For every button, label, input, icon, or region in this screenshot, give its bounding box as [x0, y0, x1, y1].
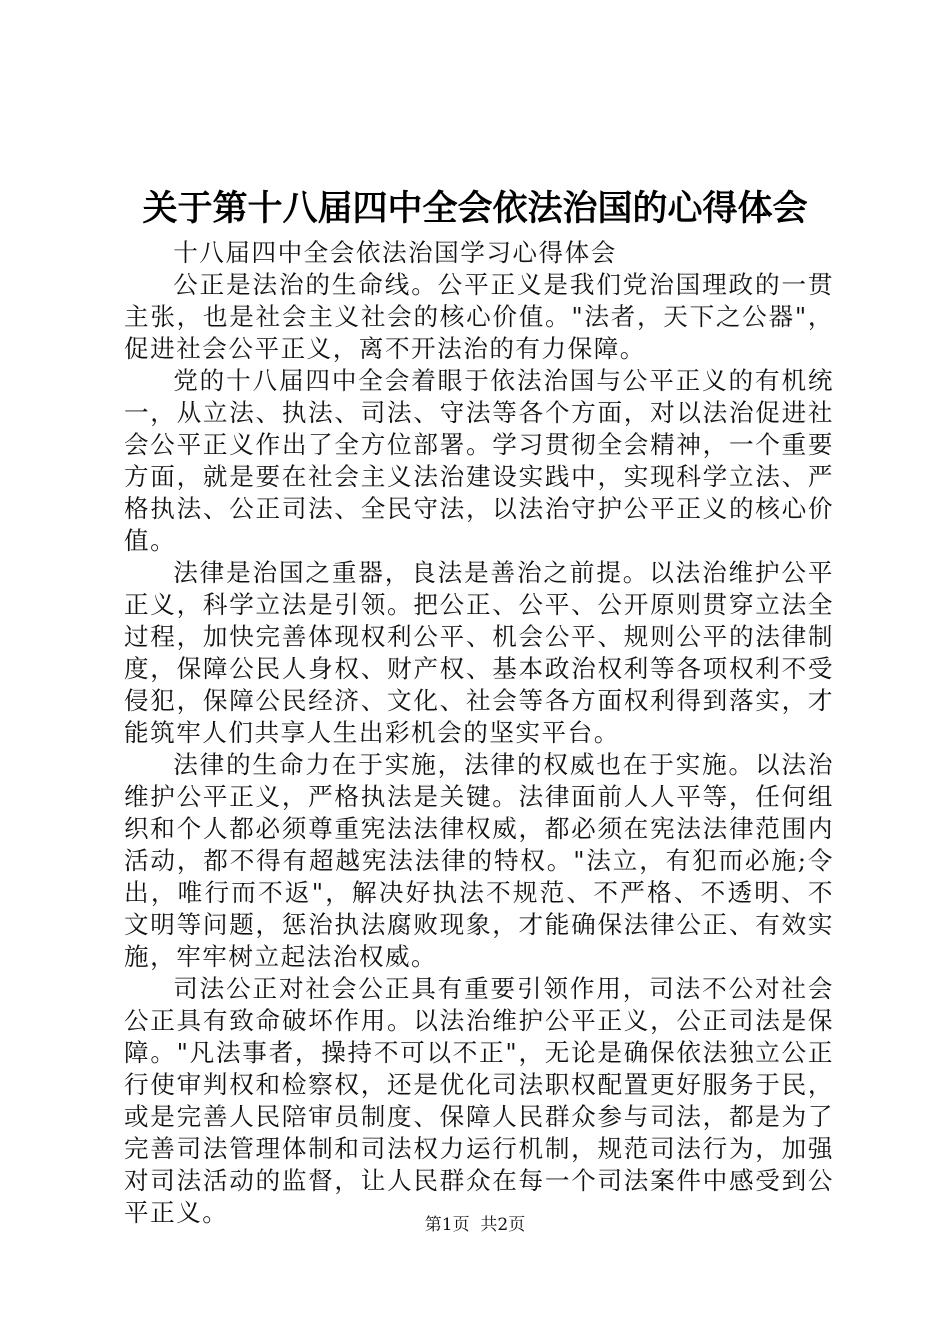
document-title: 关于第十八届四中全会依法治国的心得体会	[142, 188, 808, 229]
page-footer	[0, 1213, 950, 1237]
body-paragraph: 法律是治国之重器，良法是善治之前提。以法治维护公平正义，科学立法是引领。把公正、公平、公开原则贯穿立法全过程，加快完善体现权利公平、机会公平、规则公平的法律制度，保障公民人身权、财产权、基本政治权利等各项权利不受侵犯，保障公民经济、文化、社会等各方面权利得到落实，才能筑牢人们共享人生出彩机会的坚实平台。	[124, 558, 834, 747]
page-number-label: 第1页 共2页	[424, 1215, 526, 1235]
body-paragraph: 司法公正对社会公正具有重要引领作用，司法不公对社会公正具有致命破坏作用。以法治维护公平正义，公正司法是保障。"凡法事者，操持不可以不正"，无论是确保依法独立公正行使审判权和检察权，还是优化司法职权配置更好服务于民，或是完善人民陪审员制度、保障人民群众参与司法，都是为了完善司法管理体制和司法权力运行机制，规范司法行为，加强对司法活动的监督，让人民群众在每一个司法案件中感受到公平正义。	[124, 974, 834, 1227]
body-paragraph: 法律的生命力在于实施，法律的权威也在于实施。以法治维护公平正义，严格执法是关键。法律面前人人平等，任何组织和个人都必须尊重宪法法律权威，都必须在宪法法律范围内活动，都不得有超越宪法法律的特权。"法立，有犯而必施;令出，唯行而不返"，解决好执法不规范、不严格、不透明、不文明等问题，惩治执法腐败现象，才能确保法律公正、有效实施，牢牢树立起法治权威。	[124, 750, 834, 971]
body-paragraph: 公正是法治的生命线。公平正义是我们党治国理政的一贯主张，也是社会主义社会的核心价值。"法者，天下之公器"，促进社会公平正义，离不开法治的有力保障。	[124, 270, 834, 363]
body-paragraph: 党的十八届四中全会着眼于依法治国与公平正义的有机统一，从立法、执法、司法、守法等各个方面，对以法治促进社会公平正义作出了全方位部署。学习贯彻全会精神，一个重要方面，就是要在社会主义法治建设实践中，实现科学立法、严格执法、公正司法、全民守法，以法治守护公平正义的核心价值。	[124, 366, 834, 555]
subtitle-paragraph: 十八届四中全会依法治国学习心得体会	[173, 238, 617, 267]
document-body	[124, 237, 834, 1229]
